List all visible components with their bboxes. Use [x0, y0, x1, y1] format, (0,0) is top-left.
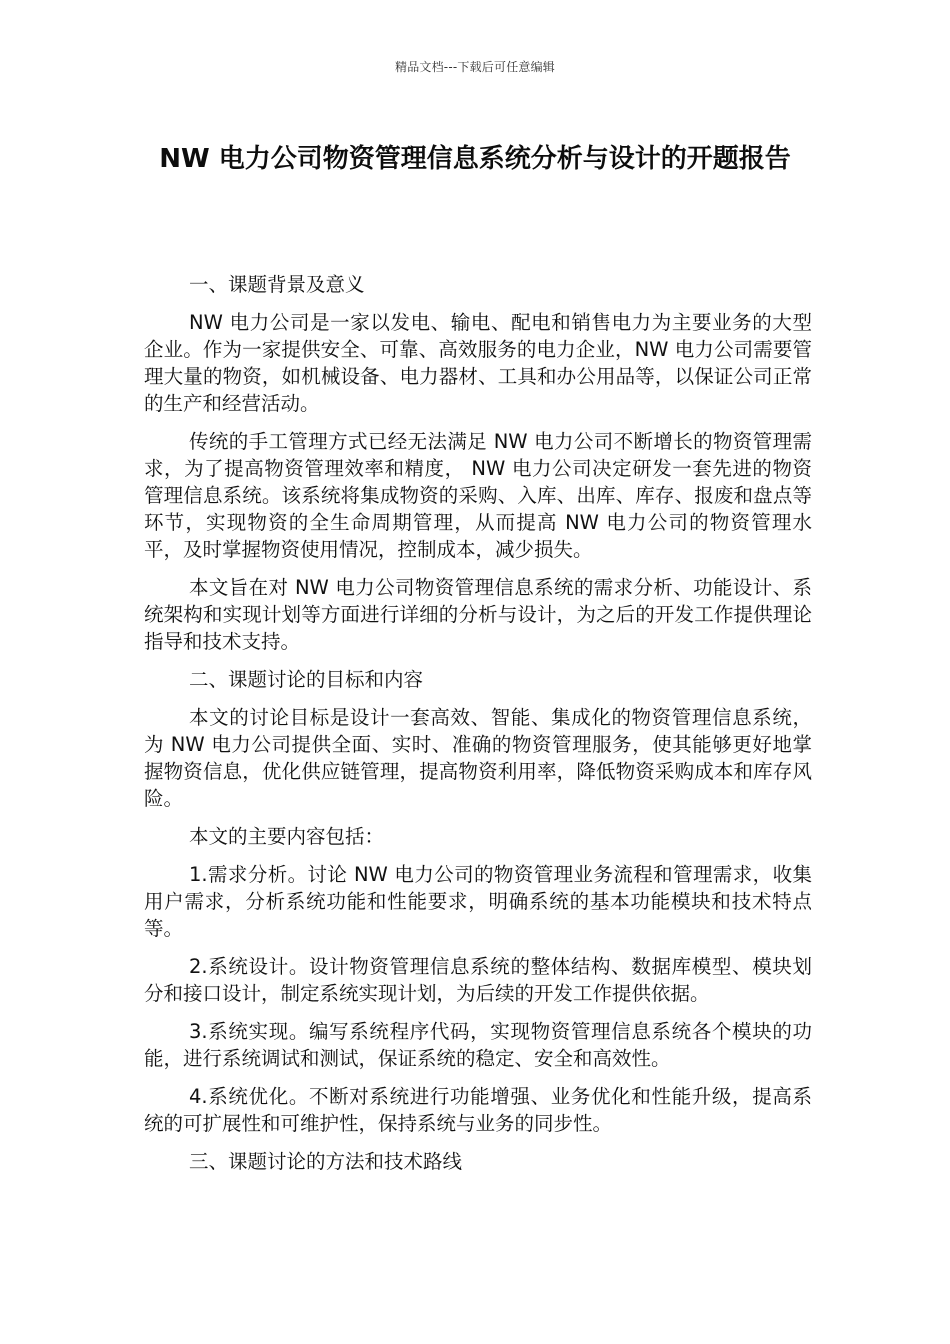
paragraph: 本文旨在对 NW 电力公司物资管理信息系统的需求分析、功能设计、系统架构和实现计划等方面进行详细的分析与设计，为之后的开发工作提供理论指导和技术支持。: [144, 576, 812, 653]
paragraph: 传统的手工管理方式已经无法满足 NW 电力公司不断增长的物资管理需求，为了提高物资管理效率和精度， NW 电力公司决定研发一套先进的物资管理信息系统。该系统将集成物资的采购、入库、出库、库存、报废和盘点等环节，实现物资的全生命周期管理，从而提高 NW 电力公司的物资管理水平，及时掌握物资使用情况，控制成本，减少损失。: [144, 430, 812, 561]
paragraph: NW 电力公司是一家以发电、输电、配电和销售电力为主要业务的大型企业。作为一家提供安全、可靠、高效服务的电力企业，NW 电力公司需要管理大量的物资，如机械设备、电力器材、工具和办公用品等，以保证公司正常的生产和经营活动。: [144, 311, 812, 415]
list-item-requirements: 1.需求分析。讨论 NW 电力公司的物资管理业务流程和管理需求，收集用户需求，分析系统功能和性能要求，明确系统的基本功能模块和技术特点等。: [144, 863, 812, 940]
paragraph: 本文的主要内容包括：: [189, 825, 385, 848]
document-body: [144, 271, 812, 1186]
document-title: NW 电力公司物资管理信息系统分析与设计的开题报告: [159, 144, 791, 174]
header-note: 精品文档---下载后可任意编辑: [395, 60, 555, 74]
list-item-implementation: 3.系统实现。编写系统程序代码，实现物资管理信息系统各个模块的功能，进行系统调试和测试，保证系统的稳定、安全和高效性。: [144, 1020, 812, 1070]
list-item-optimization: 4.系统优化。不断对系统进行功能增强、业务优化和性能升级，提高系统的可扩展性和可维护性，保持系统与业务的同步性。: [144, 1085, 812, 1135]
section-heading-background: 一、课题背景及意义: [189, 273, 365, 296]
list-item-design: 2.系统设计。设计物资管理信息系统的整体结构、数据库模型、模块划分和接口设计，制定系统实现计划，为后续的开发工作提供依据。: [144, 955, 812, 1005]
section-heading-goals: 二、课题讨论的目标和内容: [189, 668, 424, 691]
paragraph: 本文的讨论目标是设计一套高效、智能、集成化的物资管理信息系统，为 NW 电力公司提供全面、实时、准确的物资管理服务，使其能够更好地掌握物资信息，优化供应链管理，提高物资利用率，降低物资采购成本和库存风险。: [144, 706, 812, 810]
section-heading-methods: 三、课题讨论的方法和技术路线: [189, 1150, 463, 1173]
